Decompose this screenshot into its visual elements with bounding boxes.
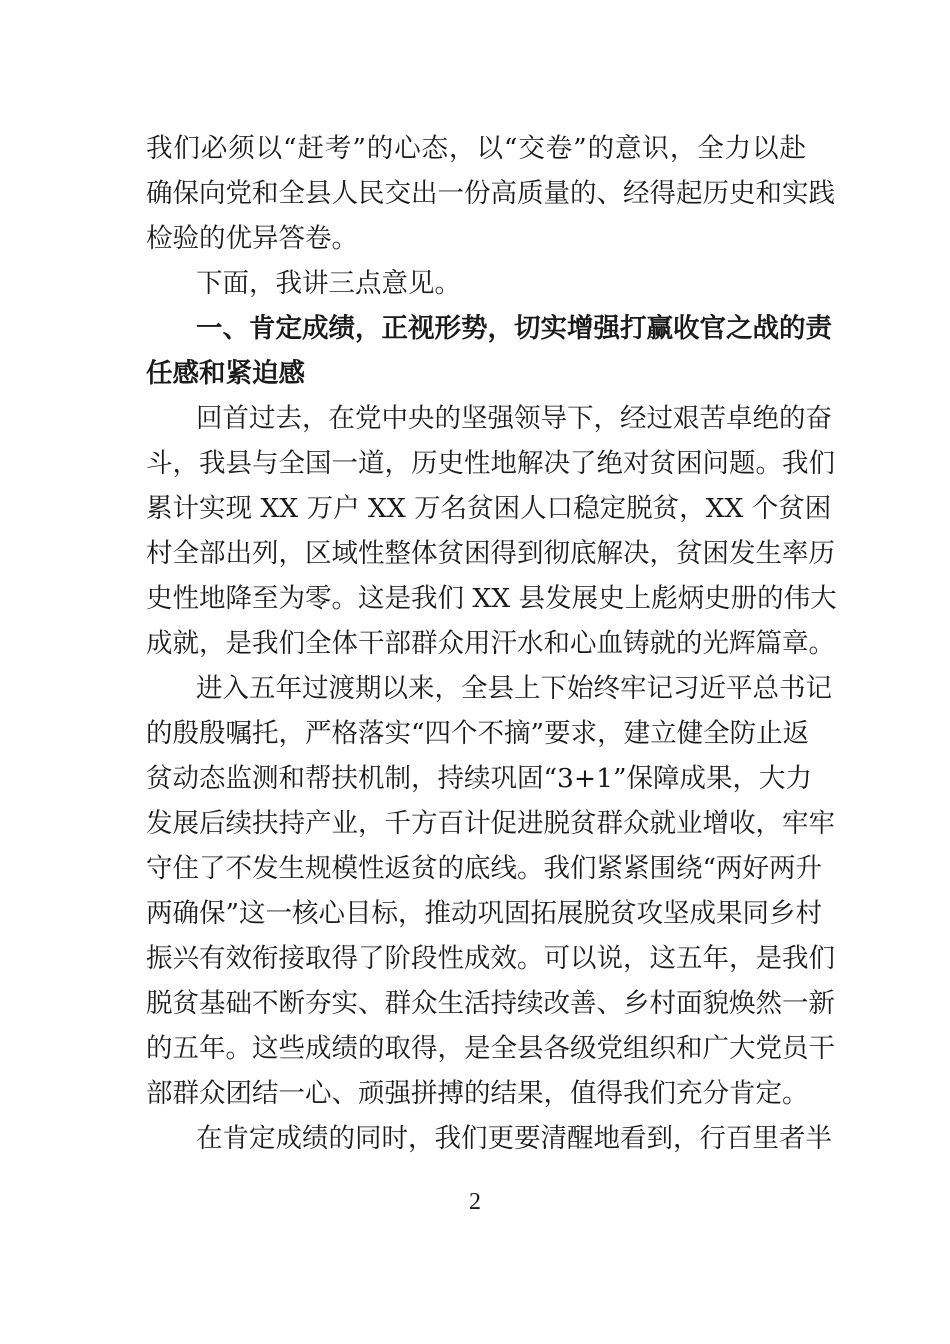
text-line: 守住了不发生规模性返贫的底线。我们紧紧围绕“两好两升	[146, 853, 823, 884]
text-line: 确保向党和全县人民交出一份高质量的、经得起历史和实践	[146, 178, 835, 209]
text-line: 在肯定成绩的同时，我们更要清醒地看到，行百里者半	[196, 1123, 832, 1154]
text-line: 回首过去，在党中央的坚强领导下，经过艰苦卓绝的奋	[196, 403, 832, 434]
text-line: 斗，我县与全国一道，历史性地解决了绝对贫困问题。我们	[146, 448, 835, 479]
text-line: 振兴有效衔接取得了阶段性成效。可以说，这五年，是我们	[146, 943, 835, 974]
text-line: 检验的优异答卷。	[146, 223, 358, 254]
text-line: 我们必须以“赶考”的心态，以“交卷”的意识，全力以赴	[146, 133, 806, 164]
text-line: 累计实现 XX 万户 XX 万名贫困人口稳定脱贫，XX 个贫困	[146, 493, 832, 524]
text-line: 贫动态监测和帮扶机制，持续巩固“3+1”保障成果，大力	[146, 763, 813, 794]
text-line: 的殷殷嘱托，严格落实“四个不摘”要求，建立健全防止返	[146, 718, 810, 749]
page-number: 2	[469, 1189, 481, 1215]
text-line: 下面，我讲三点意见。	[196, 268, 461, 299]
text-line: 部群众团结一心、顽强拼搏的结果，值得我们充分肯定。	[146, 1078, 809, 1109]
text-line: 村全部出列，区域性整体贫困得到彻底解决，贫困发生率历	[146, 538, 835, 569]
text-line: 成就，是我们全体干部群众用汗水和心血铸就的光辉篇章。	[146, 628, 835, 659]
text-line: 史性地降至为零。这是我们 XX 县发展史上彪炳史册的伟大	[146, 583, 837, 614]
text-line: 两确保”这一核心目标，推动巩固拓展脱贫攻坚成果同乡村	[146, 898, 823, 929]
text-line: 发展后续扶持产业，千方百计促进脱贫群众就业增收，牢牢	[146, 808, 835, 839]
text-line: 脱贫基础不断夯实、群众生活持续改善、乡村面貌焕然一新	[146, 988, 835, 1019]
section-heading: 一、肯定成绩，正视形势，切实增强打赢收官之战的责	[196, 313, 832, 344]
section-heading: 任感和紧迫感	[146, 358, 305, 389]
text-line: 进入五年过渡期以来，全县上下始终牢记习近平总书记	[196, 673, 832, 704]
text-line: 的五年。这些成绩的取得，是全县各级党组织和广大党员干	[146, 1033, 835, 1064]
